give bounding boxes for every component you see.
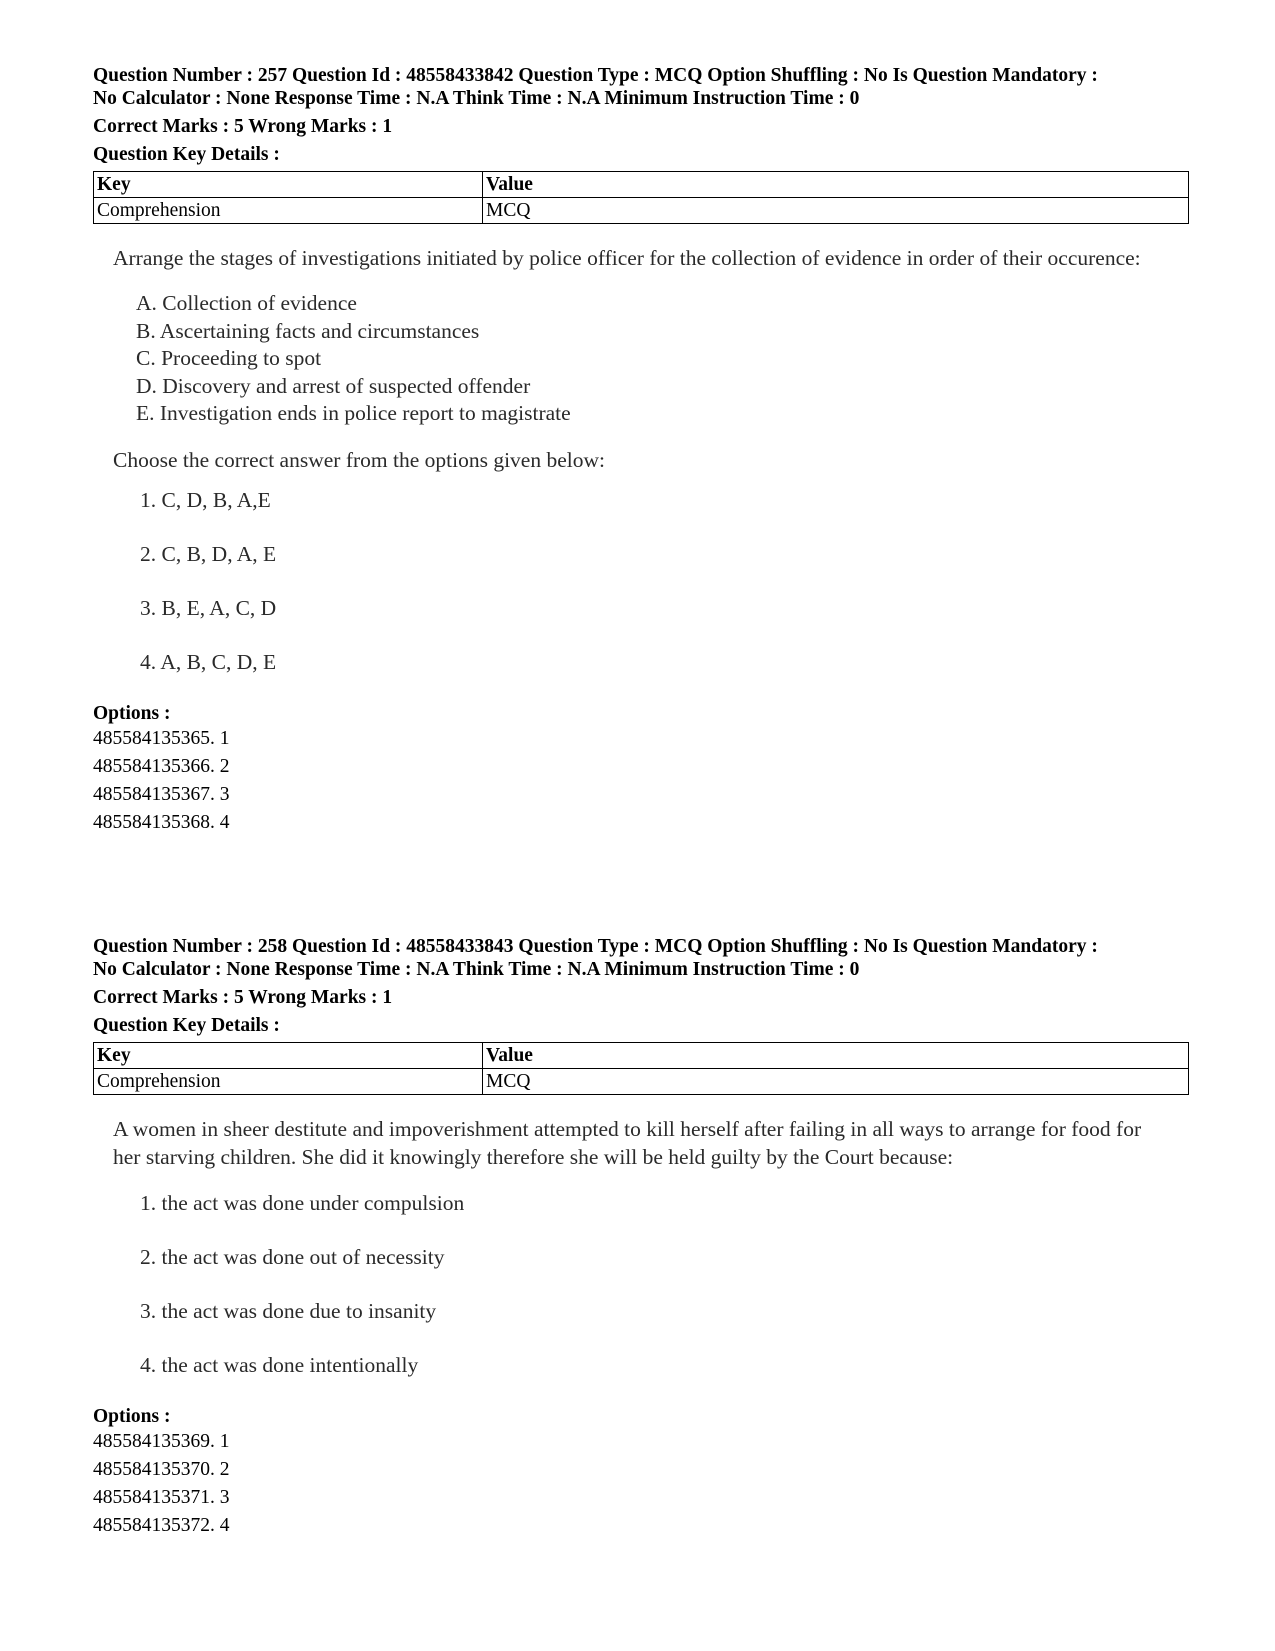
table-header-value: Value	[483, 172, 1189, 198]
table-header-key: Key	[94, 1043, 483, 1069]
option-item: 485584135370. 2	[93, 1459, 230, 1480]
question-header-line1: Question Number : 258 Question Id : 48558433843 Question Type : MCQ Option Shuffling : No Is Question Mandatory :	[93, 936, 1098, 957]
option-item: 485584135368. 4	[93, 811, 230, 833]
list-item: E. Investigation ends in police report to magistrate	[136, 401, 571, 425]
option-item: 485584135367. 3	[93, 783, 230, 805]
table-row	[94, 1069, 1189, 1095]
option-item: 485584135371. 3	[93, 1487, 230, 1508]
answer-choice: 3. the act was done due to insanity	[140, 1299, 437, 1323]
key-details-label: Question Key Details :	[93, 1015, 280, 1036]
key-details-table	[93, 1042, 1189, 1095]
stage-list	[136, 290, 1189, 428]
table-cell-key: Comprehension	[94, 1069, 483, 1095]
answer-choice: 3. B, E, A, C, D	[140, 595, 277, 620]
option-item: 485584135369. 1	[93, 1431, 230, 1452]
table-header-value: Value	[483, 1043, 1189, 1069]
question-258	[93, 935, 1189, 1540]
options-label: Options :	[93, 1406, 171, 1427]
list-item: D. Discovery and arrest of suspected offender	[136, 373, 531, 398]
list-item: B. Ascertaining facts and circumstances	[136, 318, 480, 343]
key-details-label: Question Key Details :	[93, 144, 280, 165]
options-list	[93, 1428, 1189, 1540]
marks-line: Correct Marks : 5 Wrong Marks : 1	[93, 116, 393, 137]
marks-line: Correct Marks : 5 Wrong Marks : 1	[93, 987, 393, 1008]
answer-choice: 1. C, D, B, A,E	[140, 487, 271, 512]
answer-choice: 2. the act was done out of necessity	[140, 1245, 445, 1269]
table-cell-value: MCQ	[483, 1069, 1189, 1095]
table-row	[94, 198, 1189, 224]
option-item: 485584135366. 2	[93, 755, 230, 777]
answer-choices	[140, 486, 1189, 702]
question-stem: A women in sheer destitute and impoverishment attempted to kill herself after failing in all ways to arrange for food for her starving children. She did it knowingly therefore she will be held guilty by the Court because:	[113, 1117, 1142, 1169]
table-cell-value: MCQ	[483, 198, 1189, 224]
key-details-table	[93, 171, 1189, 224]
table-cell-key: Comprehension	[94, 198, 483, 224]
question-header-line2: No Calculator : None Response Time : N.A Think Time : N.A Minimum Instruction Time : 0	[93, 959, 860, 980]
question-header-line2: No Calculator : None Response Time : N.A Think Time : N.A Minimum Instruction Time : 0	[93, 88, 860, 109]
table-header-row	[94, 172, 1189, 198]
list-item: A. Collection of evidence	[136, 291, 357, 315]
option-item: 485584135365. 1	[93, 727, 230, 749]
choose-instruction: Choose the correct answer from the options given below:	[113, 447, 605, 472]
question-257	[93, 64, 1189, 837]
answer-choice: 4. A, B, C, D, E	[140, 649, 277, 674]
answer-choice: 2. C, B, D, A, E	[140, 541, 277, 566]
table-header-row	[94, 1043, 1189, 1069]
question-header-line1: Question Number : 257 Question Id : 48558433842 Question Type : MCQ Option Shuffling : No Is Question Mandatory :	[93, 65, 1098, 86]
options-list	[93, 725, 1189, 837]
option-item: 485584135372. 4	[93, 1515, 230, 1536]
list-item: C. Proceeding to spot	[136, 346, 322, 370]
answer-choice: 4. the act was done intentionally	[140, 1353, 419, 1377]
options-label: Options :	[93, 702, 171, 724]
question-stem: Arrange the stages of investigations initiated by police officer for the collection of evidence in order of their occurence:	[113, 246, 1141, 270]
answer-choices	[140, 1189, 1189, 1405]
answer-choice: 1. the act was done under compulsion	[140, 1191, 465, 1215]
table-header-key: Key	[94, 172, 483, 198]
